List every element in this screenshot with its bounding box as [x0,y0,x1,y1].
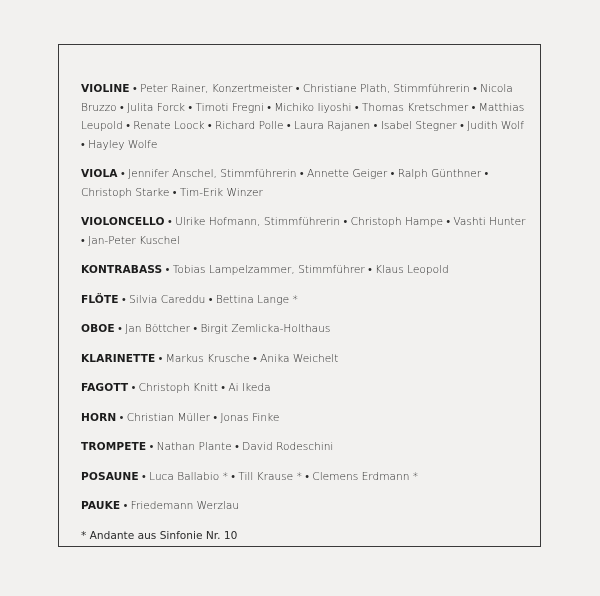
section-heading: VIOLONCELLO [81,216,165,228]
section-members: • Christoph Knitt • Ai Ikeda [128,382,271,394]
section-violine [81,80,526,154]
section-posaune [81,468,526,487]
section-members: • Friedemann Werzlau [120,500,240,512]
section-heading: KLARINETTE [81,352,156,365]
section-members: • Peter Rainer, Konzertmeister • Christiane Plath, Stimmführerin • Nicola Bruzzo • Julita Forck • Timoti Fregni • Michiko Iiyoshi • Thomas Kretschmer • Matthias Leupold • Renate Loock • Richard Polle • Laura Rajanen • Isabel Stegner • Judith Wolf • Hayley Wolfe [81,83,525,151]
section-members: • Jennifer Anschel, Stimmführerin • Annette Geiger • Ralph Günthner • Christoph Starke • Tim-Erik Winzer [81,168,489,199]
section-heading: TROMPETE [81,441,147,453]
section-members: • Silvia Careddu • Bettina Lange * [118,293,298,306]
section-members: • Markus Krusche • Anika Weichelt [155,352,339,365]
footnote: * Andante aus Sinfonie Nr. 10 [81,529,238,542]
section-heading: KONTRABASS [81,264,163,276]
section-members: • Jan Böttcher • Birgit Zemlicka-Holthaus [114,323,331,335]
section-heading: VIOLA [81,168,118,180]
section-heading: FAGOTT [81,382,129,394]
section-horn [81,409,526,428]
section-members: • Luca Ballabio * • Till Krause * • Clemens Erdmann * [138,470,419,483]
section-heading: PAUKE [81,500,121,512]
section-violoncello [81,213,526,250]
section-heading: FLÖTE [81,293,119,306]
section-trompete [81,438,526,457]
section-members: • Ulrike Hofmann, Stimmführerin • Christoph Hampe • Vashti Hunter • Jan-Peter Kuschel [81,216,526,247]
section-heading: VIOLINE [81,83,130,95]
section-fagott [81,379,526,398]
section-floete [81,291,526,310]
section-pauke [81,497,526,516]
page-frame [58,44,541,547]
section-heading: POSAUNE [81,470,139,483]
section-members: • Christian Müller • Jonas Finke [116,411,280,424]
section-members: • Nathan Plante • David Rodeschini [146,441,334,453]
section-heading: OBOE [81,323,115,335]
section-viola [81,165,526,202]
section-members: • Tobias Lampelzammer, Stimmführer • Klaus Leopold [162,264,449,276]
section-oboe [81,320,526,339]
section-kontrabass [81,261,526,280]
section-klarinette [81,350,526,369]
orchestra-roster [81,80,526,545]
section-heading: HORN [81,411,117,424]
